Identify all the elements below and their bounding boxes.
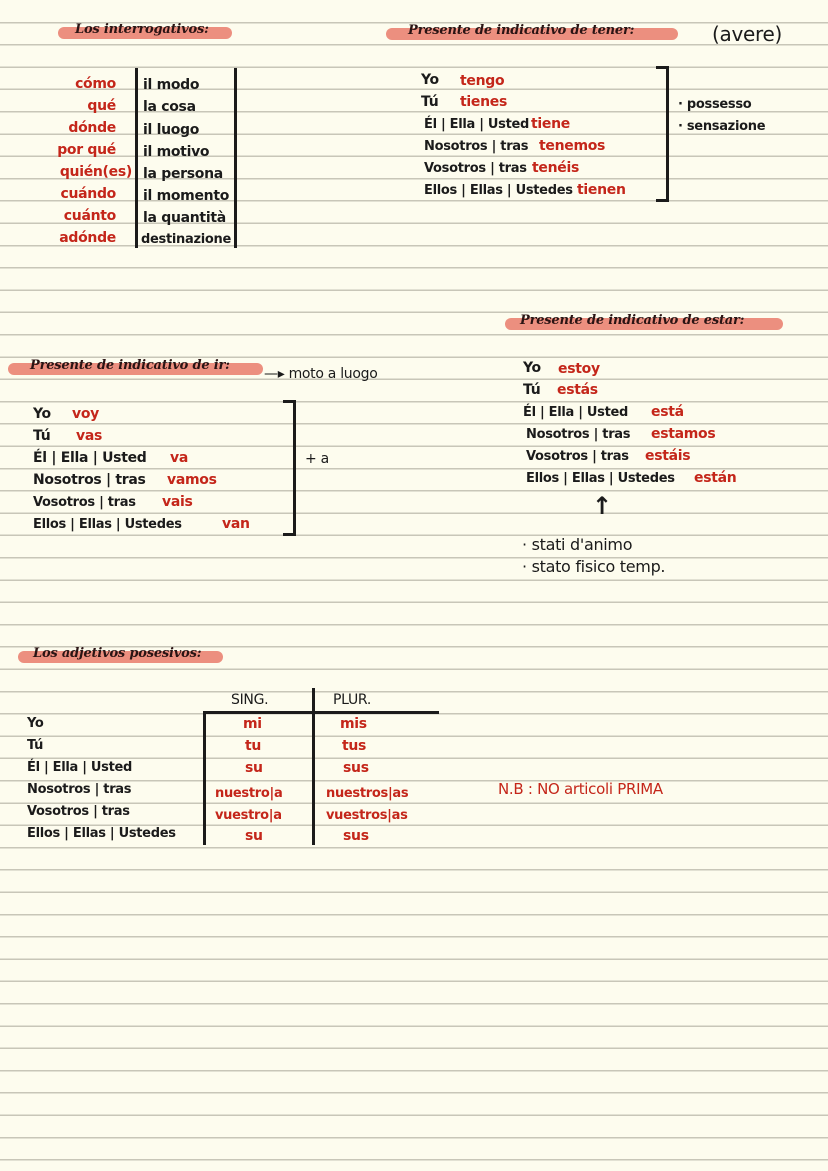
- pronoun: Ellos | Ellas | Ustedes: [526, 471, 675, 486]
- estar-title: Presente de indicativo de estar:: [520, 313, 745, 328]
- verb-form: vas: [76, 428, 103, 444]
- verb-form: va: [170, 450, 188, 466]
- it-word: il momento: [143, 188, 230, 204]
- tener-note: · sensazione: [678, 119, 766, 134]
- pronoun: Él | Ella | Usted: [33, 450, 147, 466]
- pronoun: Vosotros | tras: [27, 804, 130, 819]
- nb-note: N.B : NO articoli PRIMA: [498, 780, 663, 798]
- estar-note: · stati d'animo: [522, 535, 633, 554]
- estar-note: · stato fisico temp.: [522, 557, 666, 576]
- pronoun: Tú: [27, 738, 44, 753]
- sing-form: mi: [243, 716, 262, 732]
- verb-form: vamos: [167, 472, 217, 488]
- es-word: qué: [87, 98, 116, 114]
- plur-form: sus: [343, 760, 369, 776]
- ir-title: Presente de indicativo de ir:: [30, 358, 230, 373]
- verb-form: estoy: [558, 361, 600, 377]
- pronoun: Tú: [523, 382, 541, 398]
- it-word: il modo: [143, 77, 200, 93]
- verb-form: estás: [557, 382, 598, 398]
- pronoun: Vosotros | tras: [424, 161, 527, 176]
- es-word: cuándo: [60, 186, 116, 202]
- sing-form: tu: [245, 738, 262, 754]
- sing-form: vuestro|a: [215, 808, 282, 823]
- verb-form: tienen: [577, 182, 626, 198]
- verb-form: estáis: [645, 448, 691, 464]
- pronoun: Tú: [33, 428, 51, 444]
- pronoun: Ellos | Ellas | Ustedes: [27, 826, 176, 841]
- verb-form: tenéis: [532, 160, 579, 176]
- table-border: [234, 68, 237, 248]
- pronoun: Yo: [27, 716, 44, 731]
- pronoun: Nosotros | tras: [424, 139, 529, 154]
- ir-arrow-note: —▸ moto a luogo: [264, 366, 378, 382]
- tener-translation: (avere): [712, 22, 782, 46]
- it-word: la quantità: [143, 210, 226, 226]
- es-word: dónde: [68, 120, 116, 136]
- pronoun: Él | Ella | Usted: [27, 760, 133, 775]
- pronoun: Él | Ella | Usted: [523, 405, 629, 420]
- verb-form: tienes: [460, 94, 507, 110]
- column-header: PLUR.: [333, 692, 371, 708]
- verb-form: vais: [162, 494, 193, 510]
- sing-form: su: [245, 760, 263, 776]
- table-divider: [312, 688, 315, 845]
- sing-form: su: [245, 828, 263, 844]
- posesivos-title: Los adjetivos posesivos:: [33, 646, 202, 661]
- pronoun: Yo: [523, 360, 541, 376]
- ir-bracket-note: + a: [305, 451, 329, 467]
- pronoun: Nosotros | tras: [33, 472, 146, 488]
- es-word: por qué: [57, 142, 116, 158]
- up-arrow-icon: ↑: [592, 492, 612, 520]
- it-word: destinazione: [141, 232, 231, 247]
- pronoun: Nosotros | tras: [27, 782, 132, 797]
- it-word: il motivo: [143, 144, 210, 160]
- it-word: la cosa: [143, 99, 196, 115]
- plur-form: vuestros|as: [326, 808, 408, 823]
- bracket: [656, 66, 669, 202]
- pronoun: Nosotros | tras: [526, 427, 631, 442]
- table-left-border: [203, 711, 206, 845]
- plur-form: sus: [343, 828, 369, 844]
- es-word: cómo: [75, 76, 116, 92]
- verb-form: tenemos: [539, 138, 606, 154]
- pronoun: Yo: [421, 72, 439, 88]
- es-word: adónde: [59, 230, 116, 246]
- plur-form: nuestros|as: [326, 786, 409, 801]
- pronoun: Él | Ella | Usted: [424, 117, 530, 132]
- pronoun: Tú: [421, 94, 439, 110]
- bracket: [283, 400, 296, 536]
- plur-form: tus: [342, 738, 367, 754]
- pronoun: Ellos | Ellas | Ustedes: [33, 517, 182, 532]
- column-header: SING.: [231, 692, 269, 708]
- table-divider: [135, 68, 138, 248]
- pronoun: Vosotros | tras: [526, 449, 629, 464]
- pronoun: Vosotros | tras: [33, 495, 136, 510]
- pronoun: Ellos | Ellas | Ustedes: [424, 183, 573, 198]
- verb-form: tiene: [531, 116, 570, 132]
- interrogativos-title: Los interrogativos:: [75, 22, 209, 37]
- verb-form: voy: [72, 406, 99, 422]
- es-word: quién(es): [59, 164, 132, 180]
- it-word: la persona: [143, 166, 223, 182]
- it-word: il luogo: [143, 122, 200, 138]
- es-word: cuánto: [63, 208, 116, 224]
- verb-form: están: [694, 470, 737, 486]
- tener-note: · possesso: [678, 97, 752, 112]
- tener-title: Presente de indicativo de tener:: [408, 23, 635, 38]
- sing-form: nuestro|a: [215, 786, 283, 801]
- verb-form: van: [222, 516, 250, 532]
- verb-form: está: [651, 404, 684, 420]
- plur-form: mis: [340, 716, 367, 732]
- verb-form: estamos: [651, 426, 716, 442]
- header-rule: [203, 711, 439, 714]
- pronoun: Yo: [33, 406, 51, 422]
- verb-form: tengo: [460, 73, 505, 89]
